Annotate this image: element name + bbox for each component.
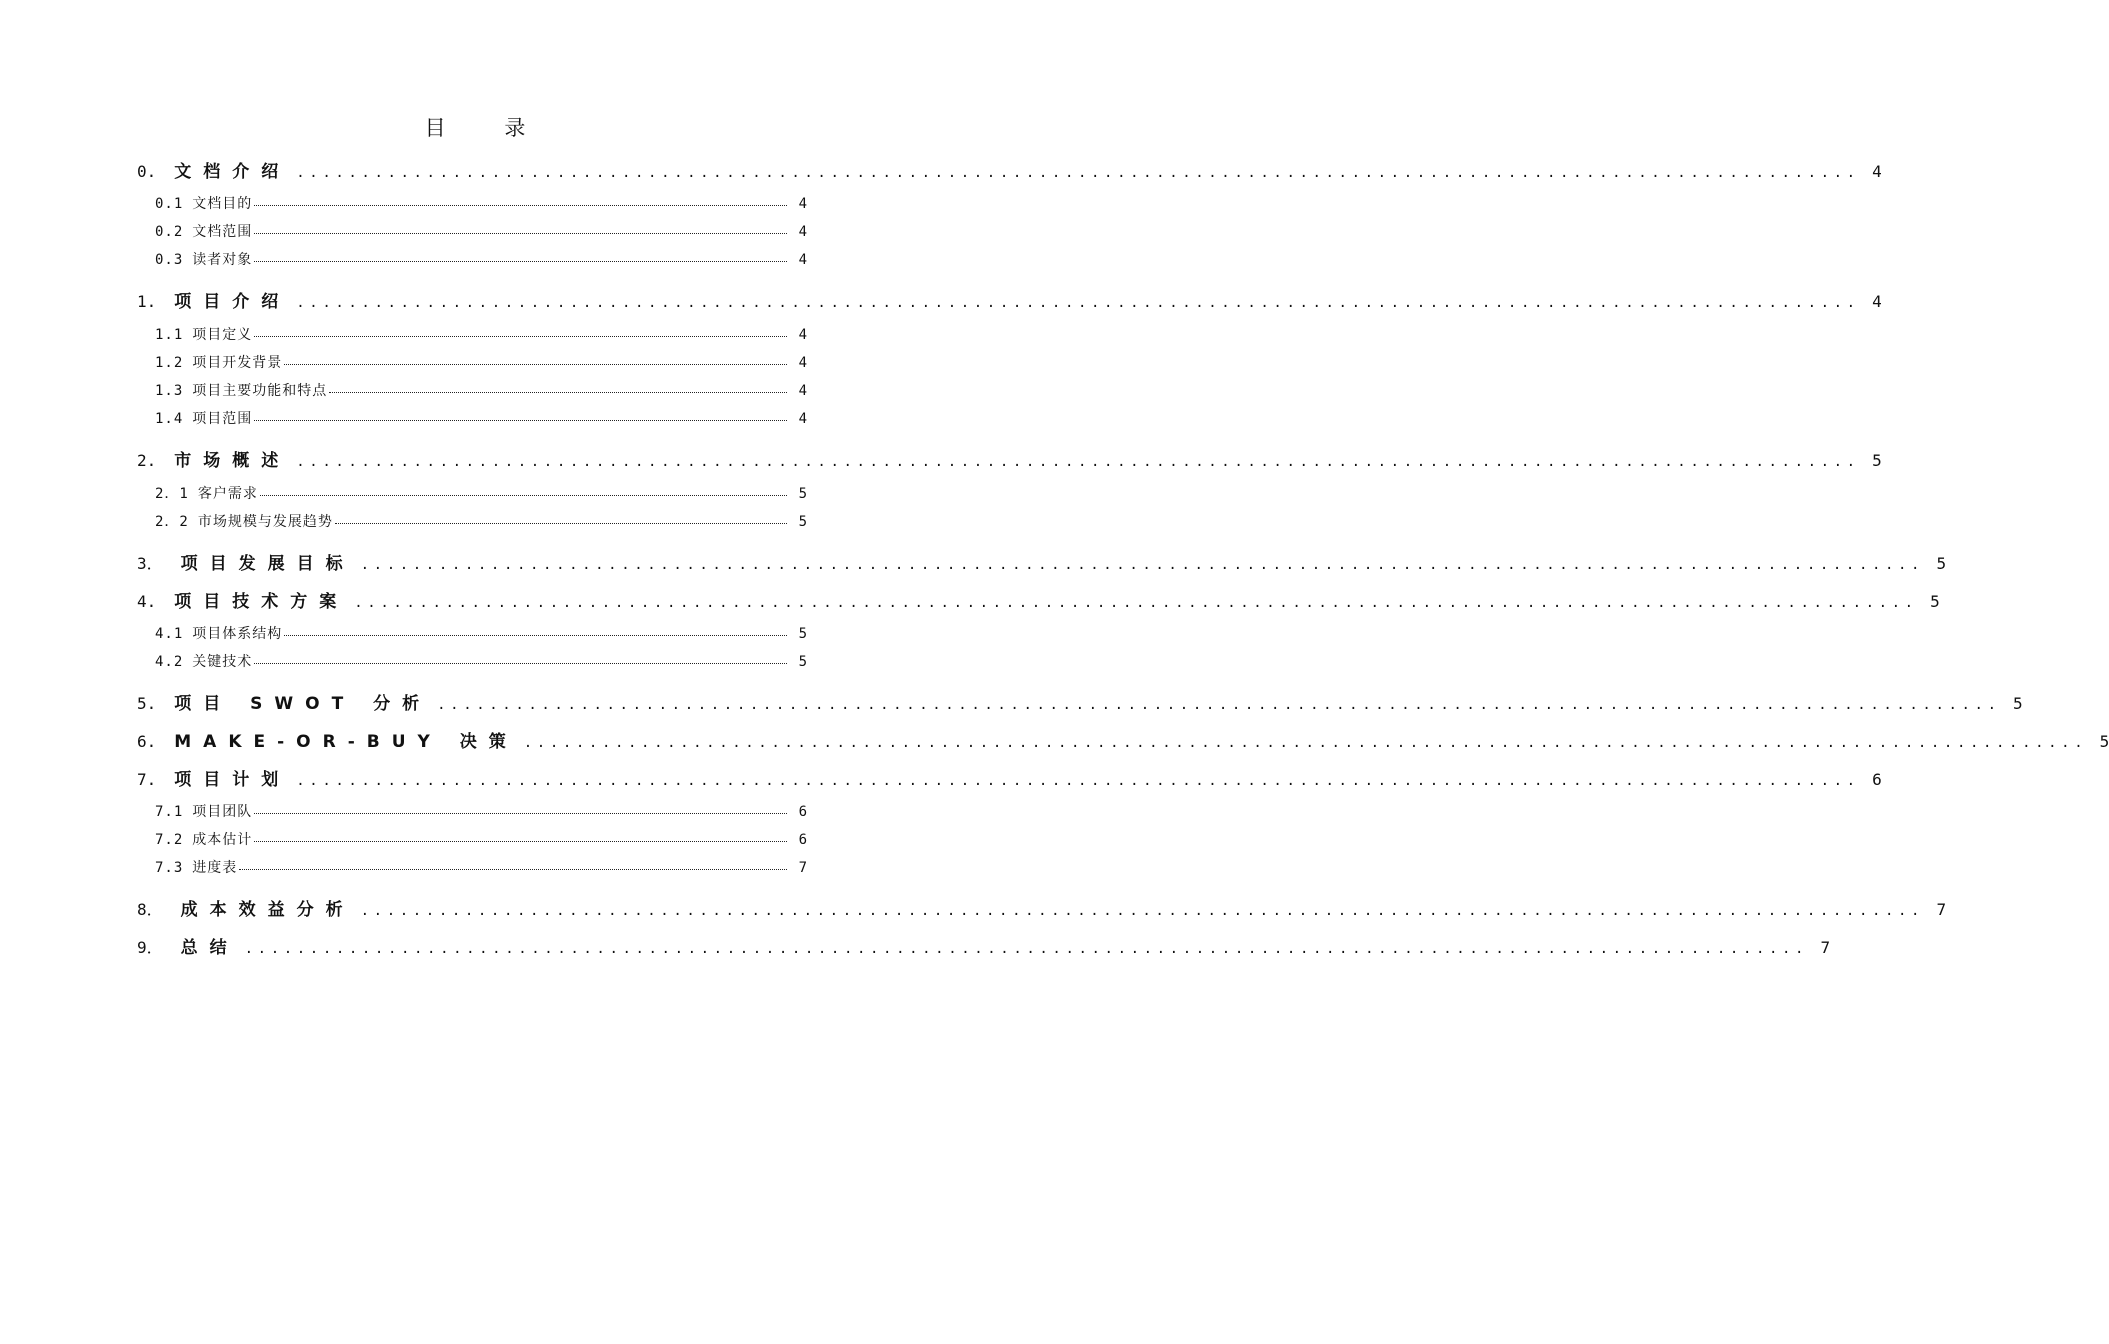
toc-dot-leader bbox=[254, 335, 787, 337]
toc-section-entry[interactable] bbox=[137, 287, 1882, 312]
toc-dot-leader: ........................................................................................................................ bbox=[296, 165, 1860, 181]
toc-entry-label: 总结 bbox=[180, 938, 239, 958]
toc-section-entry[interactable] bbox=[137, 933, 1831, 958]
toc-page-number: 5 bbox=[2012, 694, 2023, 713]
toc-subsection-entry[interactable] bbox=[155, 483, 807, 503]
toc-entry-number: 0.3 bbox=[155, 252, 184, 268]
toc-entry-number: 7.3 bbox=[155, 860, 184, 876]
toc-subsection-entry[interactable] bbox=[155, 380, 807, 400]
toc-section-entry[interactable] bbox=[137, 765, 1882, 790]
toc-dot-leader bbox=[335, 522, 787, 524]
toc-entry-number: 0.2 bbox=[155, 224, 184, 240]
toc-dot-leader bbox=[254, 232, 787, 234]
toc-entry-label: 成本估计 bbox=[192, 832, 253, 848]
toc-dot-leader: ........................................................................................................................ bbox=[296, 454, 1860, 470]
toc-page-number: 4 bbox=[798, 327, 807, 343]
toc-dot-leader: ........................................................................................................................ bbox=[354, 595, 1918, 611]
toc-entry-number: 7. bbox=[137, 770, 157, 789]
toc-entry-label: 市场规模与发展趋势 bbox=[197, 514, 333, 530]
toc-page-number: 4 bbox=[1872, 292, 1882, 311]
toc-page-number: 6 bbox=[798, 832, 807, 848]
toc-dot-leader bbox=[239, 868, 787, 870]
toc-entry-number: 1.3 bbox=[155, 383, 184, 399]
toc-dot-leader: ........................................................................................................................ bbox=[296, 295, 1860, 311]
toc-section-entry[interactable] bbox=[137, 689, 2023, 714]
toc-page-number: 4 bbox=[798, 252, 807, 268]
toc-section-entry[interactable] bbox=[137, 549, 1947, 574]
toc-entry-label: 项目发展目标 bbox=[180, 554, 355, 574]
toc-entry-label: 项目开发背景 bbox=[192, 355, 283, 371]
toc-page-number: 7 bbox=[1820, 938, 1831, 957]
toc-dot-leader bbox=[254, 662, 787, 664]
toc-page-number: 5 bbox=[798, 486, 807, 502]
toc-page-number: 4 bbox=[798, 224, 807, 240]
toc-subsection-entry[interactable] bbox=[155, 623, 807, 643]
toc-entry-label: 文档介绍 bbox=[174, 162, 291, 182]
toc-section-entry[interactable] bbox=[137, 587, 1940, 612]
toc-entry-label: 市场概述 bbox=[174, 451, 291, 471]
toc-dot-leader bbox=[254, 812, 787, 814]
toc-dot-leader: ........................................................................................................................ bbox=[296, 773, 1860, 789]
toc-page-number: 4 bbox=[798, 355, 807, 371]
toc-entry-number: 8． bbox=[137, 900, 163, 919]
toc-entry-label: 项目范围 bbox=[192, 411, 253, 427]
toc-entry-label: 项目定义 bbox=[192, 327, 253, 343]
toc-subsection-entry[interactable] bbox=[155, 221, 807, 241]
toc-page-number: 6 bbox=[798, 804, 807, 820]
toc-subsection-entry[interactable] bbox=[155, 408, 807, 428]
toc-page-number: 4 bbox=[798, 411, 807, 427]
toc-dot-leader bbox=[254, 419, 787, 421]
toc-entry-label: 项目体系结构 bbox=[192, 626, 283, 642]
toc-page-number: 4 bbox=[798, 383, 807, 399]
toc-entry-number: 7.2 bbox=[155, 832, 184, 848]
toc-subsection-entry[interactable] bbox=[155, 857, 807, 877]
toc-entry-number: 2．2 bbox=[155, 514, 189, 530]
toc-subsection-entry[interactable] bbox=[155, 324, 807, 344]
toc-entry-number: 1. bbox=[137, 292, 157, 311]
toc-entry-number: 2. bbox=[137, 451, 157, 470]
toc-entry-label: 关键技术 bbox=[192, 654, 253, 670]
toc-entry-number: 1.4 bbox=[155, 411, 184, 427]
toc-entry-number: 4.2 bbox=[155, 654, 184, 670]
toc-entry-number: 0.1 bbox=[155, 196, 184, 212]
toc-subsection-entry[interactable] bbox=[155, 352, 807, 372]
toc-dot-leader bbox=[284, 634, 787, 636]
toc-entry-label: 项目 SWOT 分析 bbox=[174, 694, 432, 714]
toc-page-number: 7 bbox=[798, 860, 807, 876]
toc-dot-leader: ........................................................................................................................ bbox=[360, 903, 1925, 919]
toc-page-number: 7 bbox=[1936, 900, 1947, 919]
toc-entry-label: MAKE-OR-BUY 决策 bbox=[174, 732, 518, 752]
toc-dot-leader: ........................................................................................................................ bbox=[244, 941, 1809, 957]
toc-subsection-entry[interactable] bbox=[155, 511, 807, 531]
toc-section-entry[interactable] bbox=[137, 446, 1882, 471]
toc-entry-label: 文档范围 bbox=[192, 224, 253, 240]
toc-dot-leader bbox=[254, 840, 787, 842]
toc-entry-number: 9． bbox=[137, 938, 163, 957]
toc-entry-number: 0. bbox=[137, 162, 157, 181]
toc-entry-number: 2．1 bbox=[155, 486, 189, 502]
toc-section-entry[interactable] bbox=[137, 727, 2109, 752]
toc-subsection-entry[interactable] bbox=[155, 829, 807, 849]
toc-entry-label: 读者对象 bbox=[192, 252, 253, 268]
toc-entry-number: 1.2 bbox=[155, 355, 184, 371]
toc-entry-label: 项目团队 bbox=[192, 804, 253, 820]
toc-dot-leader bbox=[329, 391, 787, 393]
toc-entry-label: 进度表 bbox=[192, 860, 238, 876]
toc-dot-leader: ........................................................................................................................ bbox=[523, 735, 2088, 751]
toc-page-number: 5 bbox=[798, 654, 807, 670]
toc-dot-leader bbox=[284, 363, 787, 365]
toc-entry-label: 文档目的 bbox=[192, 196, 253, 212]
toc-page-number: 6 bbox=[1872, 770, 1882, 789]
toc-entry-label: 成本效益分析 bbox=[180, 900, 355, 920]
toc-page-number: 5 bbox=[1936, 554, 1947, 573]
toc-page-number: 5 bbox=[798, 514, 807, 530]
toc-entry-label: 项目技术方案 bbox=[174, 592, 349, 612]
toc-dot-leader: ........................................................................................................................ bbox=[437, 697, 2001, 713]
toc-section-entry[interactable] bbox=[137, 895, 1947, 920]
toc-page-number: 4 bbox=[798, 196, 807, 212]
toc-subsection-entry[interactable] bbox=[155, 193, 807, 213]
toc-page-number: 5 bbox=[798, 626, 807, 642]
toc-entry-number: 7.1 bbox=[155, 804, 184, 820]
toc-dot-leader bbox=[254, 204, 787, 206]
toc-subsection-entry[interactable] bbox=[155, 651, 807, 671]
toc-title: 目 录 bbox=[424, 116, 552, 140]
toc-dot-leader: ........................................................................................................................ bbox=[360, 557, 1925, 573]
toc-section-entry[interactable] bbox=[137, 157, 1882, 182]
toc-entry-number: 3． bbox=[137, 554, 163, 573]
toc-entry-number: 4.1 bbox=[155, 626, 184, 642]
toc-entry-label: 客户需求 bbox=[197, 486, 258, 502]
toc-page-number: 5 bbox=[2099, 732, 2109, 751]
toc-page-number: 4 bbox=[1872, 162, 1882, 181]
toc-subsection-entry[interactable] bbox=[155, 249, 807, 269]
toc-entry-number: 5. bbox=[137, 694, 157, 713]
toc-entry-number: 6. bbox=[137, 732, 157, 751]
toc-entry-label: 项目计划 bbox=[174, 770, 291, 790]
toc-dot-leader bbox=[260, 494, 787, 496]
toc-page-number: 5 bbox=[1872, 451, 1882, 470]
toc-dot-leader bbox=[254, 260, 787, 262]
toc-page-number: 5 bbox=[1930, 592, 1940, 611]
toc-entry-number: 1.1 bbox=[155, 327, 184, 343]
toc-entry-label: 项目主要功能和特点 bbox=[192, 383, 328, 399]
toc-entry-label: 项目介绍 bbox=[174, 292, 291, 312]
toc-entry-number: 4. bbox=[137, 592, 157, 611]
toc-subsection-entry[interactable] bbox=[155, 801, 807, 821]
